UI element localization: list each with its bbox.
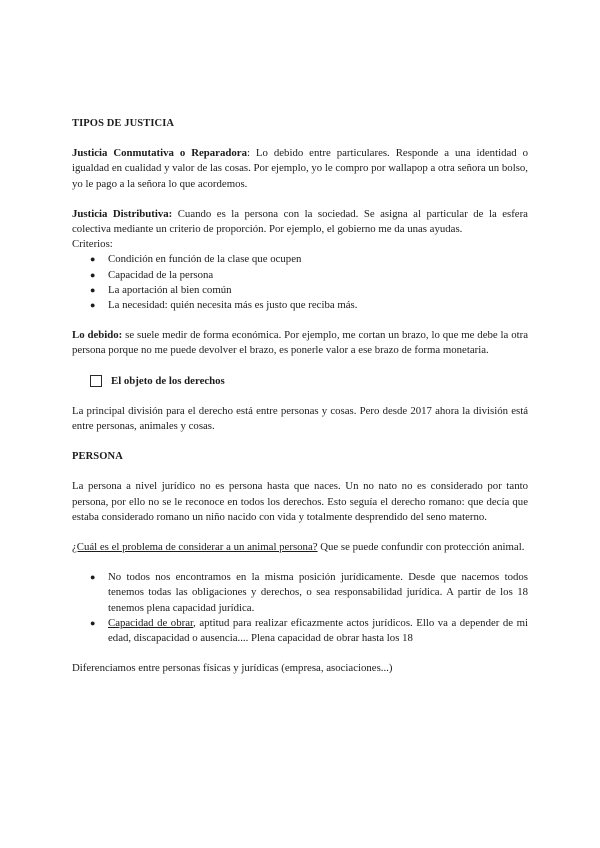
criterios-list — [72, 252, 528, 313]
capacidad-list — [72, 570, 528, 646]
term-justicia-distributiva: Justicia Distributiva: — [72, 207, 173, 220]
list-item: ● Capacidad de obrar, aptitud para realizar eficazmente actos jurídicos. Ello va a depender de mi edad, discapacidad o ausencia.... Plena capacidad de obrar hasta los 18 — [90, 616, 528, 645]
checkbox-icon[interactable] — [90, 375, 102, 387]
section-title-persona: PERSONA — [72, 451, 123, 463]
bullet-icon: ● — [90, 284, 96, 295]
list-item: ● No todos nos encontramos en la misma posición jurídicamente. Desde que nacemos todos tenemos todas las obligaciones y derechos, o sea responsabilidad jurídica. A partir de los 18 tenemos plena capacidad jurídica. — [90, 571, 528, 614]
bullet-icon: ● — [90, 617, 96, 628]
text-lo-debido: se suele medir de forma económica. Por ejemplo, me cortan un brazo, lo que me debe la otra persona porque no me puede devolver el brazo, es ponerle valor a ese brazo de forma monetaria. — [72, 329, 528, 357]
bullet-icon: ● — [90, 572, 96, 583]
bullet-icon: ● — [90, 300, 96, 311]
list-item: ● Capacidad de la persona — [72, 268, 528, 283]
bullet-icon: ● — [90, 269, 96, 280]
answer-text: Que se puede confundir con protección animal. — [317, 541, 525, 554]
text-justicia-conmutativa: : Lo debido entre particulares. Responde a una identidad o igualdad en cualidad y valor de las cosas. Por ejemplo, yo le compro por wallapop a otra señora un bolso, yo le pago a la señora lo que acordemos. — [72, 147, 528, 190]
document-page — [72, 116, 528, 676]
bullet-icon: ● — [90, 254, 96, 265]
paragraph-justicia-distributiva — [72, 207, 528, 237]
term-lo-debido: Lo debido: — [72, 329, 123, 342]
paragraph-division: La principal división para el derecho está entre personas y cosas. Pero desde 2017 ahora la división está entre personas, animales y cosas. — [72, 404, 528, 433]
section-title-tipos-de-justicia: TIPOS DE JUSTICIA — [72, 118, 175, 129]
term-justicia-conmutativa: Justicia Conmutativa o Reparadora — [72, 147, 247, 160]
paragraph-final: Diferenciamos entre personas físicas y jurídicas (empresa, asociaciones...) — [72, 662, 393, 675]
question-text: ¿Cuál es el problema de considerar a un animal persona? — [72, 541, 318, 554]
list-item: ● Condición en función de la clase que ocupen — [72, 252, 528, 267]
paragraph-pregunta — [72, 540, 528, 555]
paragraph-persona: La persona a nivel jurídico no es persona hasta que naces. Un no nato no es considerado por tanto persona, por ello no se le reconoce en todos los derechos. Esto seguía el derecho romano: que decía que estaba considerado romano un niño nacido con vida y totalmente desprendido del seno materno. — [72, 480, 528, 523]
list-item: ● La necesidad: quién necesita más es justo que reciba más. — [72, 298, 528, 313]
paragraph-lo-debido — [72, 328, 528, 358]
paragraph-justicia-conmutativa — [72, 146, 528, 192]
list-item: ● La aportación al bien común — [72, 283, 528, 298]
criterios-label: Criterios: — [72, 238, 113, 251]
objeto-heading: El objeto de los derechos — [111, 374, 225, 387]
capacidad-obrar-term: Capacidad de obrar — [108, 616, 194, 629]
checklist-item-objeto — [72, 374, 528, 389]
text-justicia-distributiva: Cuando es la persona con la sociedad. Se asigna al particular de la esfera colectiva mediante un criterio de proporción. Por ejemplo, el gobierno me da unas ayudas. — [72, 207, 528, 236]
